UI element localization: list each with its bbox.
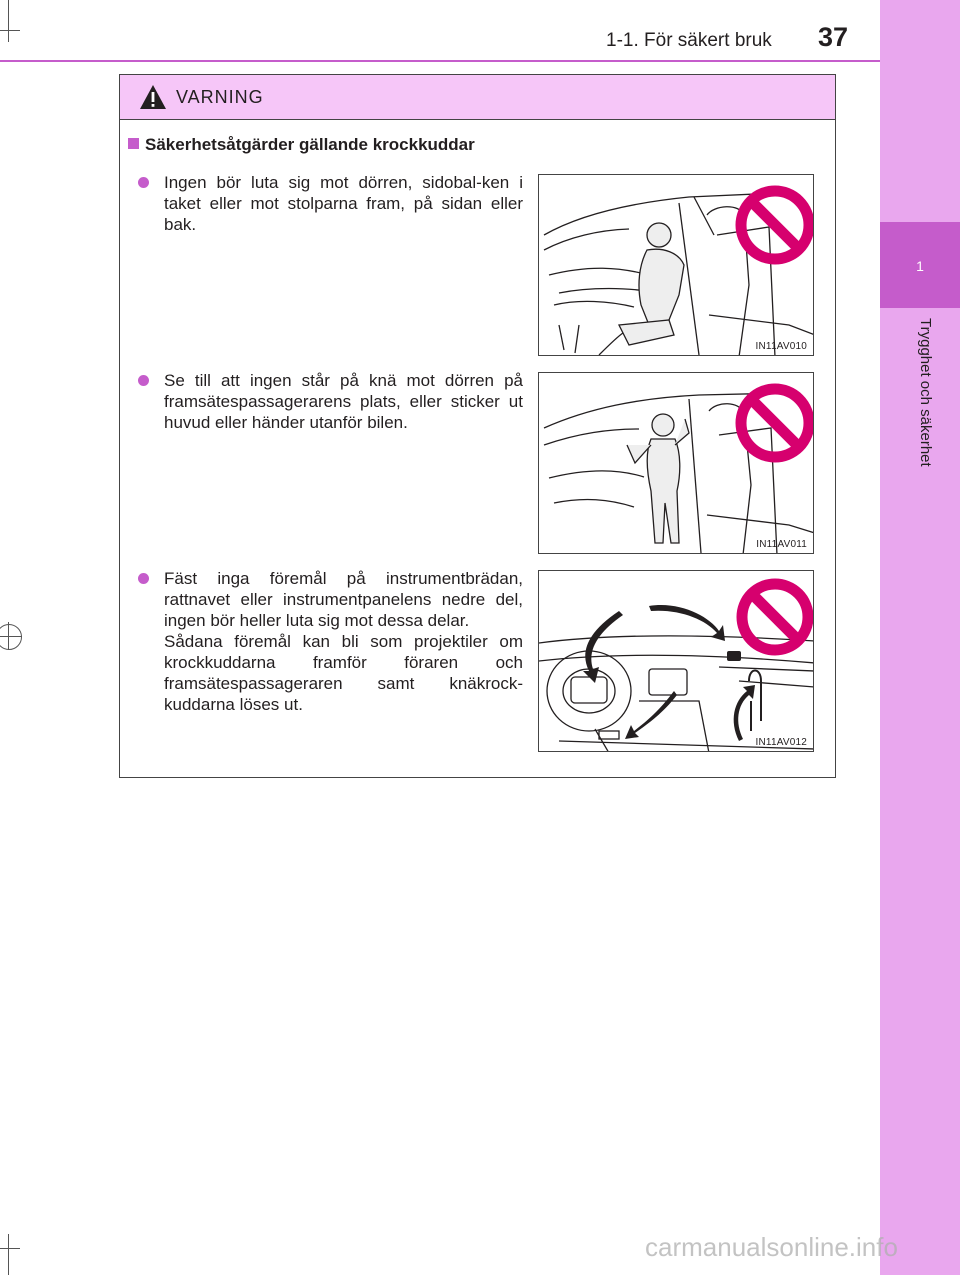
- item-text: Ingen bör luta sig mot dörren, sidobal-ken i taket eller mot stolparna fram, på sidan eller bak.: [164, 173, 523, 234]
- round-bullet-icon: [138, 375, 149, 386]
- figure-code: IN11AV010: [755, 341, 807, 352]
- chapter-side-tab: [880, 0, 960, 1275]
- section-title: 1-1. För säkert bruk: [606, 30, 772, 51]
- figure-code: IN11AV011: [756, 539, 807, 550]
- warning-item: [138, 370, 523, 433]
- kneel-on-seat-illustration: [539, 373, 814, 554]
- item-text: Sådana föremål kan bli som projektiler om krockkuddarna framför föraren och framsätespassageraren samt knäkrock-kuddarna löses ut.: [164, 632, 523, 714]
- warning-header: [120, 75, 835, 120]
- warning-item: [138, 568, 523, 715]
- figure-code: IN11AV012: [755, 737, 807, 748]
- subheading-text: Säkerhetsåtgärder gällande krockkuddar: [145, 135, 475, 154]
- warning-label: VARNING: [176, 87, 264, 107]
- figure-kneel-on-seat: [538, 372, 814, 554]
- item-text: Fäst inga föremål på instrumentbrädan, rattnavet eller instrumentpanelens nedre del, ingen bör heller luta sig mot dessa delar.: [164, 569, 523, 630]
- figure-lean-on-door: [538, 174, 814, 356]
- warning-triangle-icon: [138, 83, 168, 111]
- lean-on-door-illustration: [539, 175, 814, 356]
- subheading: [128, 135, 475, 155]
- chapter-title: Trygghet och säkerhet: [917, 318, 934, 467]
- warning-box: [119, 74, 836, 778]
- item-text: Se till att ingen står på knä mot dörren på framsätespassagerarens plats, eller sticker ut huvud eller händer utanför bilen.: [164, 371, 523, 432]
- header-rule: [0, 60, 880, 62]
- warning-item: [138, 172, 523, 235]
- figure-objects-on-dashboard: [538, 570, 814, 752]
- watermark-text: carmanualsonline.info: [645, 1232, 898, 1262]
- page-number: 37: [818, 22, 849, 52]
- objects-on-dashboard-illustration: [539, 571, 814, 752]
- chapter-number: 1: [916, 258, 924, 274]
- round-bullet-icon: [138, 177, 149, 188]
- square-bullet-icon: [128, 138, 139, 149]
- round-bullet-icon: [138, 573, 149, 584]
- chapter-number-tab[interactable]: [880, 222, 960, 308]
